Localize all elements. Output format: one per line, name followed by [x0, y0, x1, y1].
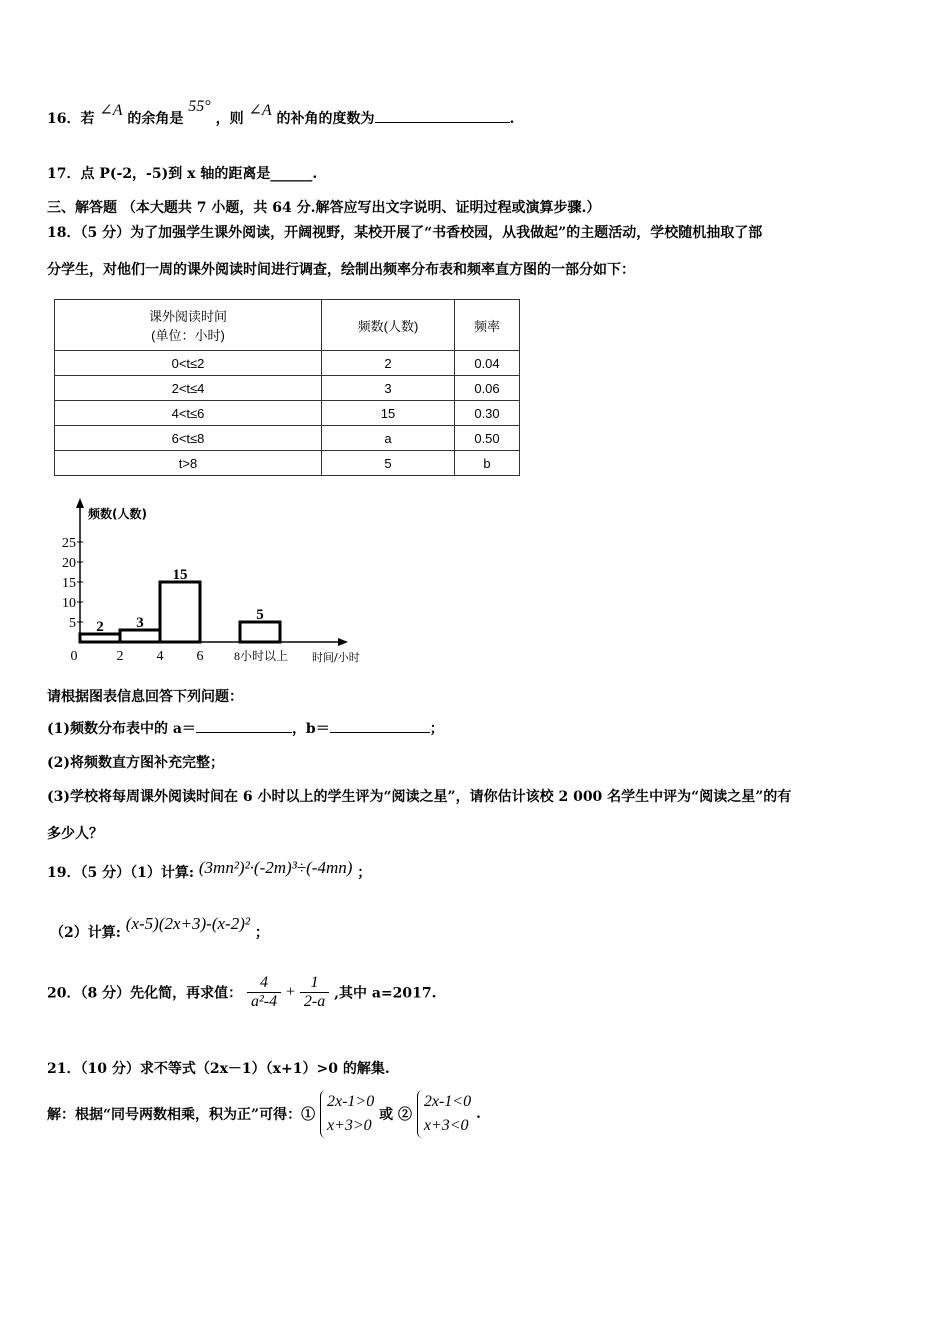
header-frequency: 频数(人数) — [322, 300, 455, 351]
q19-prefix2: （2）计算: — [50, 925, 121, 941]
cell: 5 — [322, 451, 455, 476]
cell: b — [455, 451, 520, 476]
y-tick-label: 25 — [62, 536, 76, 551]
table-row — [55, 426, 520, 451]
q18-sub1-mid: ，b＝ — [291, 721, 330, 737]
question-21: 21．（10 分）求不等式（2x－1）（x+1）>0 的解集. — [47, 1061, 390, 1077]
cell: 0.50 — [455, 426, 520, 451]
q19-end1: ； — [357, 865, 372, 881]
table-row — [55, 401, 520, 426]
q20-frac1-num: 4 — [247, 974, 281, 993]
histogram-bar — [160, 582, 200, 642]
q20-plus: + — [285, 983, 296, 1001]
q19-expr2: (x-5)(2x+3)-(x-2)² — [125, 914, 250, 933]
header-line2: (单位：小时) — [151, 328, 225, 343]
y-axis-arrow — [76, 498, 84, 508]
header-rate: 频率 — [455, 300, 520, 351]
cell: 0.04 — [455, 351, 520, 376]
q21-system-1 — [320, 1090, 374, 1138]
cell: 2<t≤4 — [55, 376, 322, 401]
histogram-bar — [120, 630, 160, 642]
table-row — [55, 451, 520, 476]
q18-sub3-line1: (3)学校将每周课外阅读时间在 6 小时以上的学生评为“阅读之星”，请你估计该校 2 000 名学生中评为“阅读之星”的有 — [47, 789, 792, 805]
q18-prompt: 请根据图表信息回答下列问题： — [47, 689, 243, 705]
bar-value-label: 2 — [96, 619, 104, 635]
question-20 — [47, 974, 436, 1011]
table-row — [55, 376, 520, 401]
x-tick-label: 0 — [70, 649, 78, 664]
q16-angle-a: ∠A — [99, 102, 123, 119]
q21-end: . — [475, 1106, 481, 1122]
cell: t>8 — [55, 451, 322, 476]
q19-expr1: (3mn²)²·(-2m)³÷(-4mn) — [198, 858, 353, 877]
frequency-histogram — [50, 494, 380, 669]
question-16 — [47, 98, 515, 128]
table-row — [55, 351, 520, 376]
bar-value-label: 3 — [136, 615, 144, 631]
q20-fraction-1 — [247, 974, 281, 1011]
cell: a — [322, 426, 455, 451]
q21-sys1-eq2: x+3>0 — [326, 1117, 372, 1134]
cell: 4<t≤6 — [55, 401, 322, 426]
cell: 3 — [322, 376, 455, 401]
frequency-table — [54, 299, 520, 476]
section-3-heading: 三、解答题 （本大题共 7 小题，共 64 分.解答应写出文字说明、证明过程或演算步骤.） — [47, 200, 601, 216]
q20-fraction-2 — [300, 974, 329, 1011]
bar-value-label: 15 — [172, 567, 188, 583]
header-reading-time — [55, 300, 322, 351]
header-line1: 课外阅读时间 — [148, 309, 227, 324]
q21-or: 或 ② — [379, 1107, 412, 1123]
q20-suffix: ,其中 a=2017. — [334, 985, 437, 1002]
q21-sys2-eq2: x+3<0 — [423, 1117, 469, 1134]
q21-sys2-eq1: 2x-1<0 — [423, 1093, 472, 1110]
q16-prefix: 16．若 — [47, 111, 95, 127]
q21-sys1-eq1: 2x-1>0 — [326, 1093, 375, 1110]
q21-system-2 — [417, 1090, 471, 1138]
question-19-line2 — [50, 914, 269, 942]
q16-end: . — [509, 111, 515, 127]
q21-sol-prefix: 解：根据“同号两数相乘，积为正”可得：① — [47, 1107, 316, 1123]
cell: 0<t≤2 — [55, 351, 322, 376]
q20-frac2-num: 1 — [300, 974, 329, 993]
y-tick-label: 5 — [69, 616, 76, 631]
q18-sub1 — [47, 718, 444, 738]
q19-end2: ； — [254, 925, 269, 941]
q16-suffix: 的补角的度数为 — [276, 111, 375, 127]
x-axis-arrow — [338, 638, 348, 646]
q16-mid1: 的余角是 — [127, 111, 184, 127]
q20-frac2-den: 2-a — [303, 993, 326, 1010]
x-tick-label: 6 — [196, 649, 204, 664]
q16-degree: 55° — [188, 98, 211, 115]
q18-sub1-end: ； — [429, 721, 444, 737]
q16-mid2: ，则 — [215, 111, 244, 127]
cell: 0.30 — [455, 401, 520, 426]
question-18-line1: 18．（5 分）为了加强学生课外阅读，开阔视野，某校开展了“书香校园，从我做起”的主题活动，学校随机抽取了部 — [47, 225, 763, 241]
q16-answer-blank — [375, 108, 510, 123]
y-tick-label: 20 — [62, 556, 76, 571]
x-tick-label: 4 — [156, 649, 164, 664]
blank-b — [330, 718, 430, 733]
q20-prefix: 20．（8 分）先化简，再求值： — [47, 985, 243, 1002]
histogram-bar — [240, 622, 280, 642]
question-18-line2: 分学生，对他们一周的课外阅读时间进行调查，绘制出频率分布表和频率直方图的一部分如下： — [47, 262, 635, 278]
blank-a — [196, 718, 292, 733]
q18-sub1-prefix: (1)频数分布表中的 a＝ — [47, 721, 196, 737]
q18-sub3-line2: 多少人？ — [47, 826, 103, 842]
q18-sub2: (2)将频数直方图补充完整； — [47, 755, 224, 771]
histogram-bar — [80, 634, 120, 642]
y-axis-label: 频数(人数) — [88, 507, 147, 521]
x-axis-label: 时间/小时 — [312, 651, 360, 664]
cell: 6<t≤8 — [55, 426, 322, 451]
cell: 2 — [322, 351, 455, 376]
x-tick-label: 8小时以上 — [234, 649, 289, 663]
cell: 0.06 — [455, 376, 520, 401]
q16-angle-a-2: ∠A — [248, 102, 272, 119]
question-17: 17．点 P(-2，-5)到 x 轴的距离是______. — [47, 166, 318, 182]
q20-frac1-den: a²-4 — [250, 993, 278, 1010]
question-19-line1 — [47, 858, 372, 882]
question-21-solution — [47, 1090, 481, 1138]
x-tick-label: 2 — [116, 649, 124, 664]
y-tick-label: 10 — [62, 596, 76, 611]
cell: 15 — [322, 401, 455, 426]
y-tick-label: 15 — [62, 576, 76, 591]
bar-value-label: 5 — [256, 607, 264, 623]
q19-prefix: 19．（5 分）（1）计算: — [47, 865, 195, 881]
